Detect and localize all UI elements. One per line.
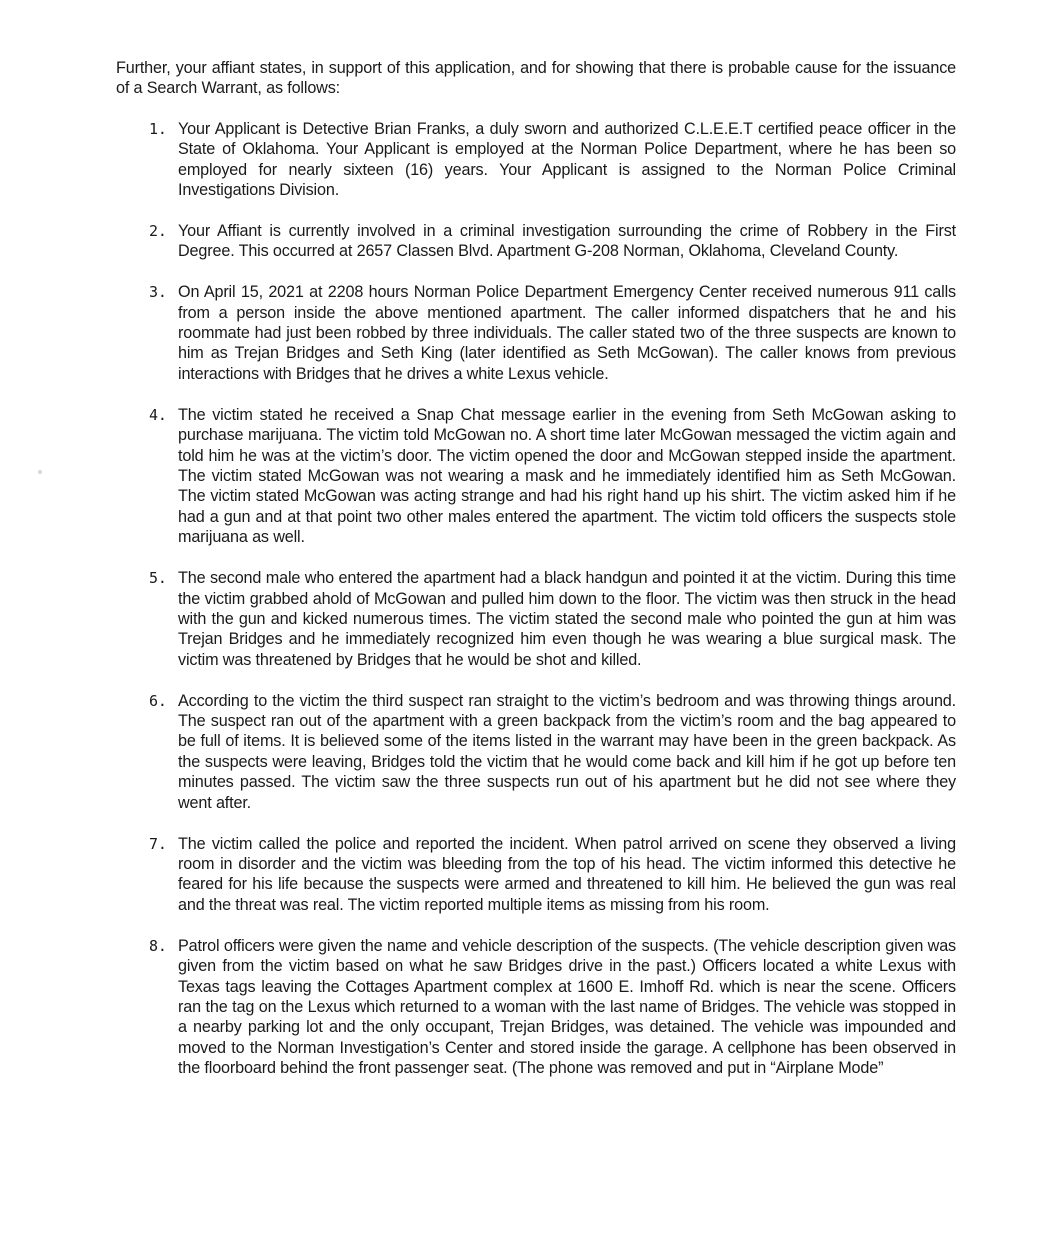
- item-number: 1.: [149, 119, 167, 138]
- numbered-statement-list: [116, 119, 956, 1079]
- statement-item-3: [116, 282, 956, 384]
- statement-item-7: [116, 834, 956, 916]
- statement-item-4: [116, 405, 956, 548]
- affidavit-page: [116, 58, 956, 1099]
- item-text: The second male who entered the apartment had a black handgun and pointed it at the victim. During this time the victim grabbed ahold of McGowan and pulled him down to the floor. The victim was then struck in the head with the gun and kicked numerous times. The victim stated the second male who pointed the gun at him was Trejan Bridges and he immediately recognized him even though he was wearing a blue surgical mask. The victim was threatened by Bridges that he would be shot and killed.: [178, 569, 956, 669]
- scan-artifact: [38, 470, 42, 474]
- item-number: 3.: [149, 283, 167, 302]
- item-number: 8.: [149, 936, 167, 955]
- item-number: 6.: [149, 691, 167, 710]
- item-text: On April 15, 2021 at 2208 hours Norman Police Department Emergency Center received numerous 911 calls from a person inside the above mentioned apartment. The caller informed dispatchers that he and his roommate had just been robbed by three individuals. The caller stated two of the three suspects are known to him as Trejan Bridges and Seth King (later identified as Seth McGowan). The caller knows from previous interactions with Bridges that he drives a white Lexus vehicle.: [178, 283, 956, 383]
- item-text: Your Applicant is Detective Brian Franks, a duly sworn and authorized C.L.E.E.T certified peace officer in the State of Oklahoma. Your Applicant is employed at the Norman Police Department, where he has been so employed for nearly sixteen (16) years. Your Applicant is assigned to the Norman Police Criminal Investigations Division.: [178, 119, 956, 200]
- intro-paragraph: Further, your affiant states, in support of this application, and for showing that there is probable cause for the issuance of a Search Warrant, as follows:: [116, 59, 956, 98]
- item-number: 4.: [149, 405, 167, 424]
- item-number: 5.: [149, 569, 167, 588]
- item-text: Your Affiant is currently involved in a criminal investigation surrounding the crime of Robbery in the First Degree. This occurred at 2657 Classen Blvd. Apartment G-208 Norman, Oklahoma, Cleveland County.: [178, 221, 956, 261]
- item-text: The victim called the police and reported the incident. When patrol arrived on scene they observed a living room in disorder and the victim was bleeding from the top of his head. The victim informed this detective he feared for his life because the suspects were armed and threatened to kill him. He believed the gun was real and the threat was real. The victim reported multiple items as missing from his room.: [178, 834, 956, 914]
- statement-item-8: [116, 936, 956, 1079]
- item-number: 7.: [149, 834, 167, 853]
- statement-item-2: [116, 221, 956, 262]
- statement-item-1: [116, 119, 956, 201]
- item-number: 2.: [149, 221, 167, 240]
- item-text: Patrol officers were given the name and vehicle description of the suspects. (The vehicle description given was given from the victim based on what he saw Bridges drive in the past.) Officers located a white Lexus with Texas tags leaving the Cottages Apartment complex at 1600 E. Imhoff Rd. which is near the scene. Officers ran the tag on the Lexus which returned to a woman with the last name of Bridges. The vehicle was stopped in a nearby parking lot and the only occupant, Trejan Bridges, was detained. The vehicle was impounded and moved to the Norman Investigation’s Center and stored inside the garage. A cellphone has been observed in the floorboard behind the front passenger seat. (The phone was removed and put in “Airplane Mode”: [178, 936, 956, 1078]
- statement-item-6: [116, 691, 956, 813]
- statement-item-5: [116, 568, 956, 670]
- item-text: According to the victim the third suspect ran straight to the victim’s bedroom and was throwing things around. The suspect ran out of the apartment with a green backpack from the victim’s room and the bag appeared to be full of items. It is believed some of the items listed in the warrant may have been in the green backpack. As the suspects were leaving, Bridges told the victim that he would come back and kill him if he got up before ten minutes passed. The victim saw the three suspects run out of his apartment but he did not see where they went after.: [178, 691, 956, 812]
- item-text: The victim stated he received a Snap Chat message earlier in the evening from Seth McGowan asking to purchase marijuana. The victim told McGowan no. A short time later McGowan messaged the victim again and told him he was at the victim’s door. The victim opened the door and McGowan stepped inside the apartment. The victim stated McGowan was not wearing a mask and he immediately identified him as Seth McGowan. The victim stated McGowan was acting strange and had his right hand up his shirt. The victim asked him if he had a gun and at that point two other males entered the apartment. The victim told officers the suspects stole marijuana as well.: [178, 405, 956, 547]
